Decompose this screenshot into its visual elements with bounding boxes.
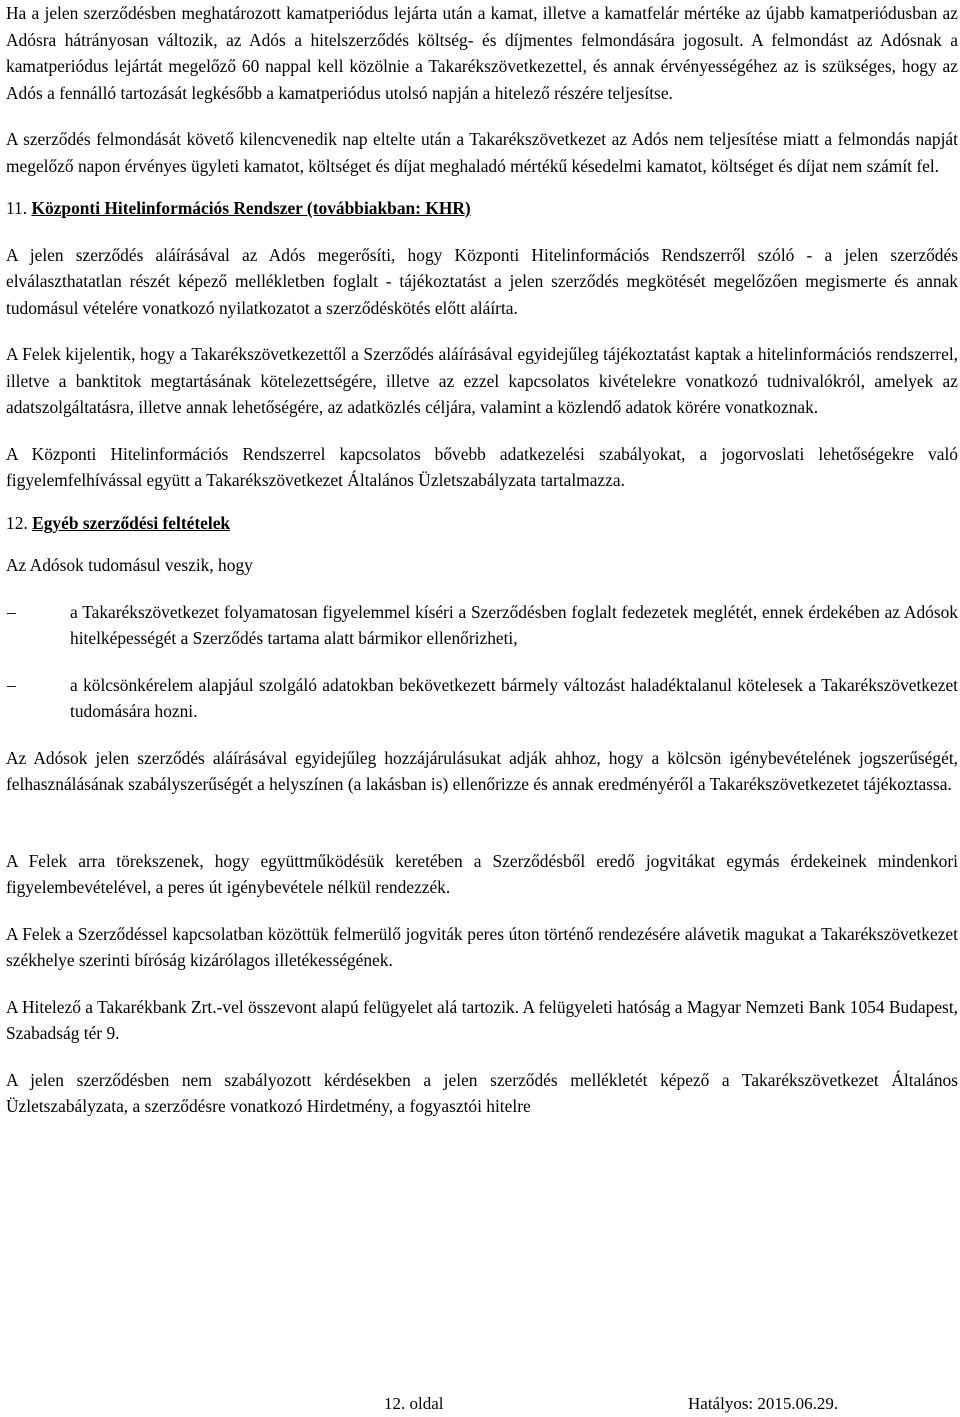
effective-date: Hatályos: 2015.06.29.: [688, 1394, 839, 1413]
dash-bullet: –: [7, 601, 16, 622]
section-12-number: 12.: [6, 512, 28, 533]
list-item: [6, 599, 958, 652]
section-11-title: Központi Hitelinformációs Rendszer (továbbiakban: KHR): [31, 198, 471, 218]
paragraph-khr-rules: A Központi Hitelinformációs Rendszerrel kapcsolatos bővebb adatkezelési szabályokat, a jogorvoslati lehetőségekre való figyelemfelhívással együtt a Takarékszövetkezet Általános Üzletszabályzata tartalmazza.: [6, 443, 958, 490]
section-12-title: Egyéb szerződési feltételek: [32, 512, 231, 533]
page-number: 12. oldal: [384, 1394, 444, 1413]
paragraph-debtors-intro: Az Adósok tudomásul veszik, hogy: [6, 555, 253, 575]
dash-bullet: –: [7, 674, 16, 695]
paragraph-khr-acknowledgement: A jelen szerződés aláírásával az Adós megerősíti, hogy Központi Hitelinformációs Rendszerről szóló - a jelen szerződés elválaszthatatlan részét képező mellékletben foglalt - tájékoztatást a jelen szerződés megkötését megelőzően megismerte és annak tudomásul vételére vonatkozó nyilatkozatot a szerződéskötés előtt aláírta.: [6, 244, 958, 318]
paragraph-khr-information: A Felek kijelentik, hogy a Takarékszövetkezettől a Szerződés aláírásával egyidejűleg tájékoztatást kaptak a hitelinformációs rendszerrel, illetve a banktitok megtartásának kötelezettségére, illetve az ezzel kapcsolatos kivételekre vonatkozó tudnivalókról, amelyek az adatszolgáltatásra, illetve annak lehetőségére, az adatközlés céljára, valamint a közlendő adatok körére vonatkoznak.: [6, 344, 958, 417]
paragraph-onsite-inspection: Az Adósok jelen szerződés aláírásával egyidejűleg hozzájárulásukat adják ahhoz, hogy a kölcsön igénybevételének jogszerűségét, felhasználásának szabályszerűségét a helyszínen (a lakásban is) ellenőrizze és annak eredményéről a Takarékszövetkezetet tájékoztassa.: [6, 747, 958, 794]
section-12-heading: [6, 510, 958, 537]
paragraph-supervision: A Hitelező a Takarékbank Zrt.-vel összevont alapú felügyelet alá tartozik. A felügyeleti hatóság a Magyar Nemzeti Bank 1054 Budapest, Szabadság tér 9.: [6, 996, 958, 1043]
section-11-heading: [6, 195, 958, 222]
section-11-number: 11.: [6, 198, 28, 218]
list-item: [6, 672, 958, 725]
paragraph-court-jurisdiction: A Felek a Szerződéssel kapcsolatban közöttük felmerülő jogviták peres úton történő rendezésére alávetik magukat a Takarékszövetkezet székhelye szerinti bíróság kizárólagos illetékességének.: [6, 923, 958, 970]
paragraph-late-interest: A szerződés felmondását követő kilencvenedik nap eltelte után a Takarékszövetkezet az Adós nem teljesítése miatt a felmondás napját megelőző napon érvényes ügyleti kamatot, költséget és díjat meghaladó mértékű késedelmi kamatot, költséget és díjat nem számít fel.: [6, 129, 958, 176]
paragraph-interest-period-termination: Ha a jelen szerződésben meghatározott kamatperiódus lejárta után a kamat, illetve a kamatfelár mértéke az újabb kamatperiódusban az Adósra hátrányosan változik, az Adós a hitelszerződés költség- és díjmentes felmondására jogosult. A felmondást az Adósnak a kamatperiódus lejártát megelőző 60 nappal kell közölnie a Takarékszövetkezettel, és annak érvényességéhez az is szükséges, hogy az Adós a fennálló tartozását legkésőbb a kamatperiódus utolsó napján a hitelező részére teljesítse.: [6, 3, 958, 103]
list-item-text: a kölcsönkérelem alapjául szolgáló adatokban bekövetkezett bármely változást haladéktalanul kötelesek a Takarékszövetkezet tudomására hozni.: [70, 674, 958, 721]
document-body: [6, 0, 958, 1120]
paragraph-unregulated-matters: A jelen szerződésben nem szabályozott kérdésekben a jelen szerződés mellékletét képező a Takarékszövetkezet Általános Üzletszabályzata, a szerződésre vonatkozó Hirdetmény, a fogyasztói hitelre: [6, 1069, 958, 1116]
list-item-text: a Takarékszövetkezet folyamatosan figyelemmel kíséri a Szerződésben foglalt fedezetek meglétét, ennek érdekében az Adósok hitelképességét a Szerződés tartama alatt bármikor ellenőrizheti,: [70, 601, 958, 648]
paragraph-dispute-cooperation: A Felek arra törekszenek, hogy együttműködésük keretében a Szerződésből eredő jogvitákat egymás érdekeinek mindenkori figyelembevételével, a peres út igénybevétele nélkül rendezzék.: [6, 850, 958, 897]
obligations-list: [6, 599, 958, 725]
